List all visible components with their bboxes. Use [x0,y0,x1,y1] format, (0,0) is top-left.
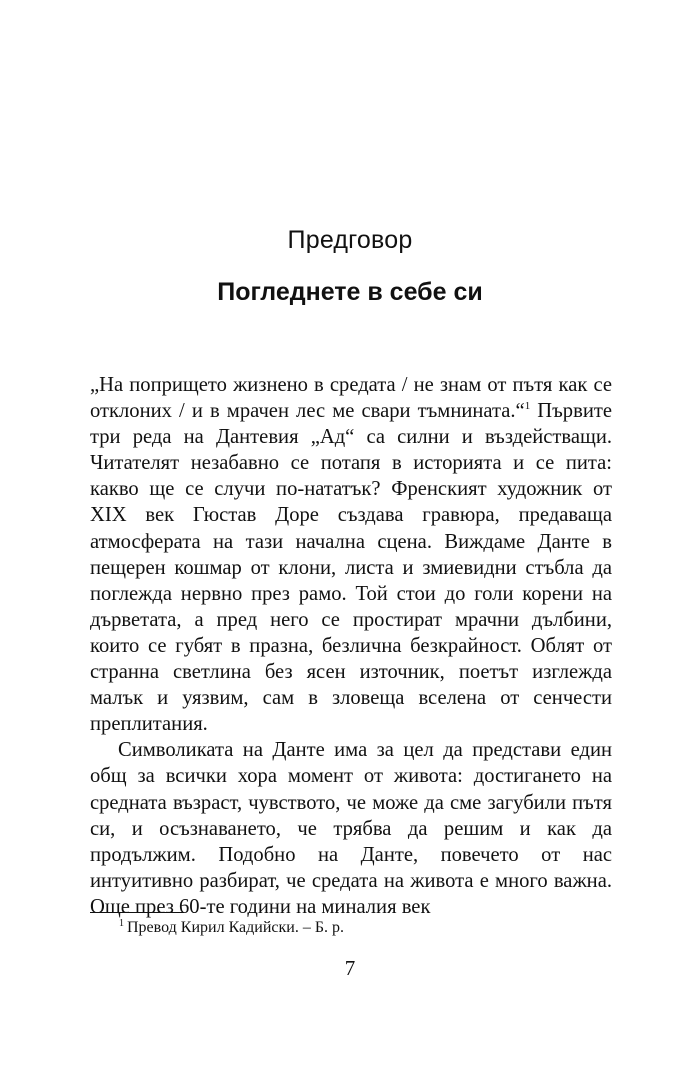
paragraph-1 [90,372,612,737]
footnote-divider [90,912,184,913]
epigraph-quote: „На попрището жизнено в средата / не знам от пътя как се отклоних / и в мрачен лес ме свари тъмнината.“ [90,374,612,423]
footnote-reference: 1 [524,400,531,413]
body-text [90,372,612,920]
footnote-text: Превод Кирил Кадийски. – Б. р. [127,919,345,936]
paragraph-2: Символиката на Данте има за цел да представи един общ за всички хора момент от живота: достигането на средната възраст, чувството, че може да сме загубили пътя си, и осъзнаването, че трябва да решим и как да продължим. Подобно на Данте, повечето от нас интуитивно разбират, че средата на живота е много важна. Още през 60-те години на миналия век [90,739,612,918]
footnote [119,918,344,938]
page-number: 7 [344,956,356,980]
footnote-marker: 1 [119,918,124,929]
preface-label: Предговор [287,226,413,254]
chapter-title: Погледнете в себе си [217,278,483,306]
paragraph-1-continuation: Първите три реда на Дантевия „Ад“ са силни и въздействащи. Читателят незабавно се потапя в историята и се пита: какво ще се случи по-нататък? Френският художник от XIX век Гюстав Доре създава гравюра, предаваща атмосферата на тази начална сцена. Виждаме Данте в пещерен кошмар от клони, листа и змиевидни стъбла да поглежда нервно през рамо. Той стои до голи корени на дърветата, а пред него се простират мрачни дълбини, които се губят в празна, безлична безкрайност. Облят от странна светлина без ясен източник, поетът изглежда малък и уязвим, сам в зловеща вселена от сенчести преплитания. [90,400,612,736]
